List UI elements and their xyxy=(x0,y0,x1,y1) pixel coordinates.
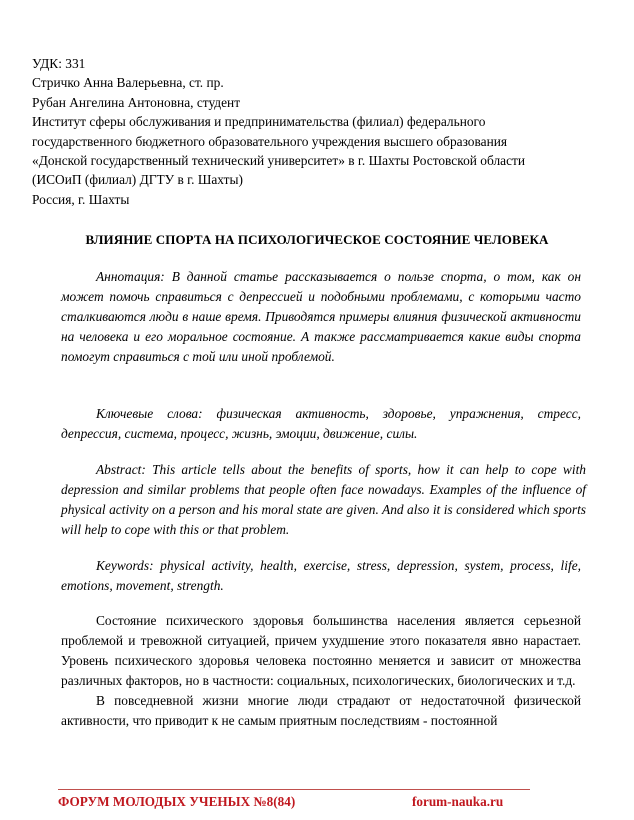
article-title: ВЛИЯНИЕ СПОРТА НА ПСИХОЛОГИЧЕСКОЕ СОСТОЯНИЕ ЧЕЛОВЕКА xyxy=(85,232,549,247)
udc-code: УДК: 331 xyxy=(32,56,86,71)
author-1: Стричко Анна Валерьевна, ст. пр. xyxy=(32,75,224,91)
body-paragraph-2: В повседневной жизни многие люди страдают от недостаточной физической активности, что приводит к не самым приятным последствиям - постоянной xyxy=(61,693,581,728)
affiliation-line-3: «Донской государственный технический университет» в г. Шахты Ростовской области xyxy=(32,153,526,169)
annotation-text: Аннотация: В данной статье рассказывается о пользе спорта, о том, как он может помочь справиться с депрессией и подобными проблемами, с которыми часто сталкиваются люди в наше время. Приводятся примеры влияния физической активности на человека и его моральное состояние. А также рассматривается какие виды спорта помогут справиться с той или иной проблемой. xyxy=(61,269,581,364)
author-2: Рубан Ангелина Антоновна, студент xyxy=(32,94,241,110)
abstract-en-block xyxy=(61,460,586,540)
affiliation-line-2: государственного бюджетного образовательного учреждения высшего образования xyxy=(32,133,508,149)
affiliation-line-4: (ИСОиП (филиал) ДГТУ в г. Шахты) xyxy=(32,172,243,188)
affiliation-line-1: Институт сферы обслуживания и предпринимательства (филиал) федерального xyxy=(32,114,486,130)
body-paragraph-1: Состояние психического здоровья большинства населения является серьезной проблемой и тревожной ситуацией, причем ухудшение этого показателя явно нарастает. Уровень психического здоровья человека постоянно меняется и зависит от множества различных факторов, но в частности: социальных, психологических, биологических и т.д. xyxy=(61,613,581,688)
location: Россия, г. Шахты xyxy=(32,191,130,207)
annotation-block xyxy=(61,267,581,367)
keywords-ru-block xyxy=(61,404,581,444)
footer-journal-name: ФОРУМ МОЛОДЫХ УЧЕНЫХ №8(84) xyxy=(58,794,296,809)
body-text xyxy=(61,611,581,731)
keywords-en-block xyxy=(61,556,581,596)
footer-divider xyxy=(58,789,530,790)
footer-website: forum-nauka.ru xyxy=(412,794,504,809)
keywords-ru-text: Ключевые слова: физическая активность, здоровье, упражнения, стресс, депрессия, система, процесс, жизнь, эмоции, движение, силы. xyxy=(61,406,581,441)
abstract-en-text: Abstract: This article tells about the benefits of sports, how it can help to cope with depression and similar problems that people often face nowadays. Examples of the influence of physical activity on a person and his moral state are given. And also it is considered which sports will help to cope with this or that problem. xyxy=(61,462,586,537)
keywords-en-text: Keywords: physical activity, health, exercise, stress, depression, system, process, life, emotions, movement, strength. xyxy=(61,558,581,593)
article-metadata xyxy=(32,54,612,209)
